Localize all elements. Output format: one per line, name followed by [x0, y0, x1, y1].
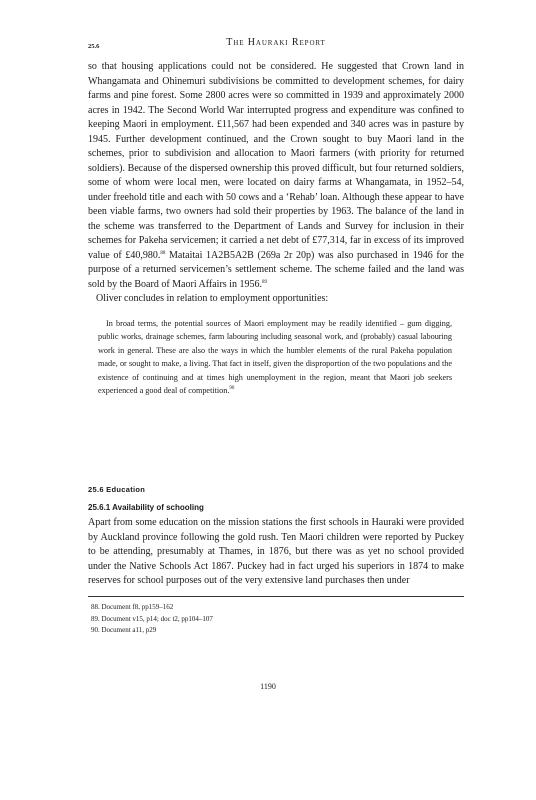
footnote-89: 89. Document v15, p14; doc t2, pp104–107	[91, 614, 213, 623]
header-section-number: 25.6	[88, 43, 100, 50]
footnote-88: 88. Document f8, pp159–162	[91, 603, 174, 611]
footnote-ref-90[interactable]: 90	[229, 386, 235, 392]
paragraph-text: Mataitai 1A2B5A2B (269a 2r 20p) was also purchased in 1946 for the purpose of a returned servicemen’s settlement scheme. The scheme failed and the land was sold by the Board of Maori Affairs in 1956.	[88, 249, 464, 290]
paragraph-text: so that housing applications could not be considered. He suggested that Crown land in Whangamata and Ohinemuri subdivisions be committed to development schemes, for dairy farms and pine forest. Some 2800 acres were so committed in 1939 and approximately 2000 acres in 1942. The Second World War interrupted progress and expenditure was confined to keeping Maori in employment. £11,567 had been expended and 340 acres was in pasture by 1945. Further development continued, and the Crown sought to buy Maori land in the schemes, prior to subdivision and allocation to Maori farmers (with priority for returned soldiers). Because of the dispersed ownership this proved difficult, but four returned soldiers, some of whom were local men, were located on dairy farms at Whangamata, in 1952–54, under freehold title and each with 50 cows and a ‘Rehab’ loan. Although these appear to have been viable farms, two owners had sold their properties by 1963. The balance of the land in the scheme was transferred to the Department of Lands and Survey for inclusion in their schemes for Pakeha servicemen; it carried a net debt of £77,314, far in excess of its improved value of £40,980.	[88, 61, 464, 261]
footnote-ref-88[interactable]: 88	[160, 250, 166, 256]
paragraph-schooling: Apart from some education on the mission stations the first schools in Hauraki were provided by Auckland province following the gold rush. Ten Maori children were reported by Puckey to be attending, presumably at Thames, in 1876, but there was as yet no school provided under the Native Schools Act 1867. Puckey had in fact urged his superiors in 1874 to make reserves for school purposes out of the very extensive land purchases then under	[88, 517, 464, 586]
footnote-ref-89[interactable]: 89	[261, 279, 267, 285]
block-quote	[98, 317, 452, 399]
quote-text	[98, 317, 452, 399]
main-text-top	[88, 60, 464, 398]
subsection-heading: 25.6.1 Availability of schooling	[88, 503, 204, 512]
section-heading: 25.6 Education	[88, 485, 146, 494]
running-header	[88, 37, 464, 53]
main-text-bottom	[88, 516, 464, 589]
paragraph-text: Oliver concludes in relation to employment opportunities:	[96, 293, 329, 304]
footnote-divider	[88, 596, 464, 597]
footnote-90: 90. Document a11, p29	[91, 626, 157, 634]
paragraph-continued	[88, 60, 464, 292]
footnotes	[88, 602, 464, 637]
paragraph-oliver	[88, 292, 464, 307]
page-number: 1190	[260, 682, 276, 691]
quote-body: In broad terms, the potential sources of Maori employment may be readily identified – gum digging, public works, drainage schemes, farm labouring including seasonal work, and (probably) casual labouring work in general. These are also the ways in which the humbler elements of the rural Pakeha population made, or sought to make, a living. That fact in itself, given the disproportion of the two populations and the existence of continuing and at times high unemployment in the region, meant that Maori job seekers experienced a good deal of competition.	[98, 318, 452, 396]
running-title: The Hauraki Report	[226, 37, 326, 48]
